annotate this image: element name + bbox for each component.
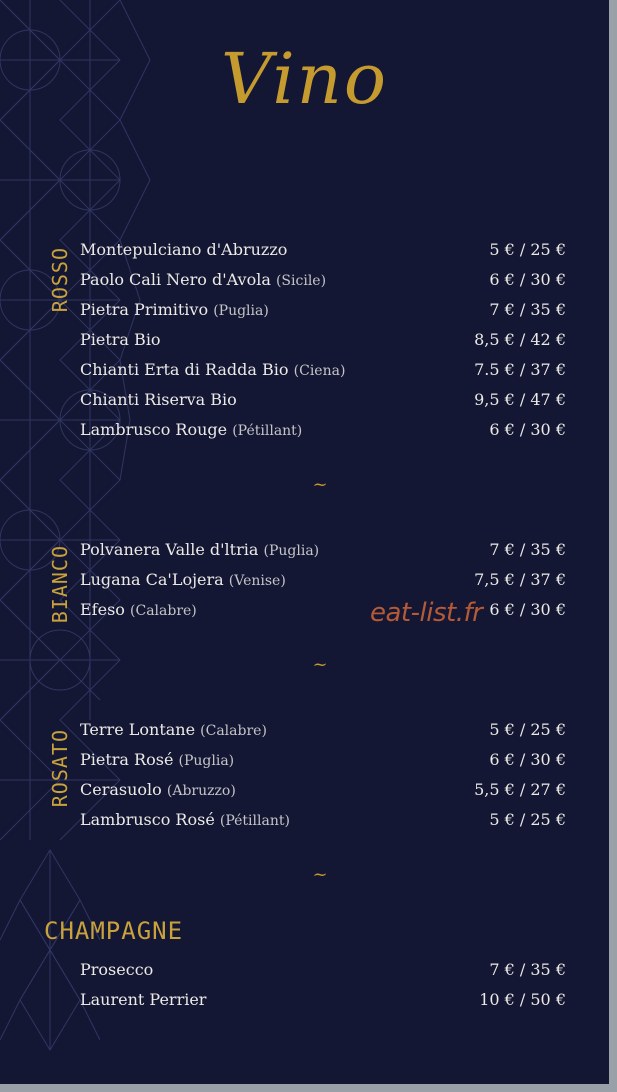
wine-price: 8,5 € / 42 € <box>474 330 566 349</box>
wine-price: 5 € / 25 € <box>489 240 566 259</box>
wine-name: Lambrusco Rouge (Pétillant) <box>80 420 303 439</box>
watermark: eat-list.fr <box>370 598 483 628</box>
wine-row <box>80 564 566 594</box>
wine-price: 5 € / 25 € <box>489 810 566 829</box>
wine-row <box>80 744 566 774</box>
wine-name: Lugana Ca'Lojera (Venise) <box>80 570 286 589</box>
wine-price: 6 € / 30 € <box>489 270 566 289</box>
wine-name: Paolo Cali Nero d'Avola (Sicile) <box>80 270 327 289</box>
wine-price: 5,5 € / 27 € <box>474 780 566 799</box>
wine-row <box>80 324 566 354</box>
section-separator: ~ <box>312 474 328 495</box>
section-separator: ~ <box>312 864 328 885</box>
wine-price: 6 € / 30 € <box>489 420 566 439</box>
wine-row <box>80 984 566 1014</box>
wine-price: 7 € / 35 € <box>489 540 566 559</box>
section-label-bianco: BIANCO <box>48 544 72 624</box>
wine-name: Cerasuolo (Abruzzo) <box>80 780 236 799</box>
wine-row <box>80 714 566 744</box>
wine-name: Laurent Perrier <box>80 990 207 1009</box>
wine-row <box>80 534 566 564</box>
wine-row <box>80 384 566 414</box>
section-separator: ~ <box>312 654 328 675</box>
wine-price: 6 € / 30 € <box>489 750 566 769</box>
section-label-rosso: ROSSO <box>48 247 72 313</box>
wine-row <box>80 804 566 834</box>
wine-price: 7.5 € / 37 € <box>474 360 566 379</box>
wine-price: 7,5 € / 37 € <box>474 570 566 589</box>
wine-price: 5 € / 25 € <box>489 720 566 739</box>
wine-name: Prosecco <box>80 960 154 979</box>
wine-name: Chianti Erta di Radda Bio (Ciena) <box>80 360 346 379</box>
wine-price: 6 € / 30 € <box>489 600 566 619</box>
wine-row <box>80 264 566 294</box>
page-title: Vino <box>221 38 388 120</box>
wine-name: Chianti Riserva Bio <box>80 390 237 409</box>
wine-name: Terre Lontane (Calabre) <box>80 720 267 739</box>
wine-price: 10 € / 50 € <box>479 990 566 1009</box>
wine-name: Lambrusco Rosé (Pétillant) <box>80 810 290 829</box>
wine-name: Efeso (Calabre) <box>80 600 197 619</box>
wine-row <box>80 414 566 444</box>
wine-row <box>80 234 566 264</box>
wine-price: 9,5 € / 47 € <box>474 390 566 409</box>
wine-row <box>80 294 566 324</box>
wine-row <box>80 594 566 624</box>
wine-price: 7 € / 35 € <box>489 960 566 979</box>
section-label-champagne: CHAMPAGNE <box>44 917 184 945</box>
wine-name: Polvanera Valle d'ltria (Puglia) <box>80 540 320 559</box>
wine-name: Pietra Rosé (Puglia) <box>80 750 235 769</box>
section-label-rosato: ROSATO <box>48 728 72 808</box>
wine-name: Montepulciano d'Abruzzo <box>80 240 288 259</box>
wine-row <box>80 774 566 804</box>
wine-row <box>80 354 566 384</box>
wine-row <box>80 954 566 984</box>
wine-name: Pietra Bio <box>80 330 161 349</box>
wine-price: 7 € / 35 € <box>489 300 566 319</box>
wine-name: Pietra Primitivo (Puglia) <box>80 300 269 319</box>
